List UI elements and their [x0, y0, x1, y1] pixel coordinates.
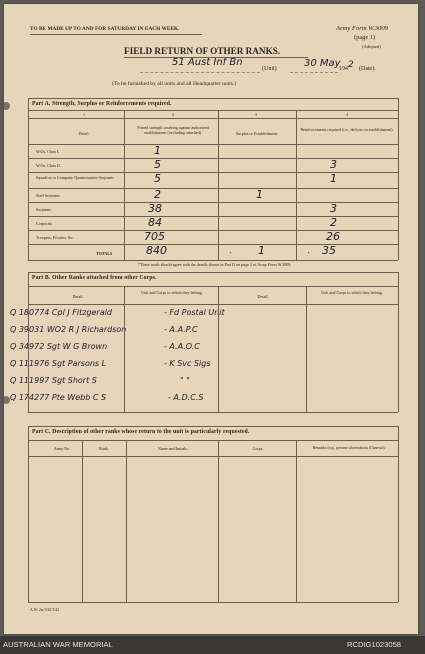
c-col-name: Name and Initials.	[157, 446, 189, 451]
row-posted: 1	[154, 144, 161, 157]
form-code: A.W. 2m 5/42 5/42	[30, 608, 60, 612]
form-subtitle: (To be furnished by all units and all Headquarter units.)	[112, 81, 237, 87]
date-value: 30 May	[304, 58, 341, 69]
b-col-detail: Detail.	[72, 294, 84, 299]
b-row-detail: Q 174277 Pte Webb C S	[10, 393, 107, 402]
total-surplus-mark: •	[230, 250, 232, 255]
row-detail: Staff Serjeants	[36, 193, 60, 198]
c-col-army-no: Army No.	[53, 446, 71, 451]
col-number: 2	[171, 112, 175, 117]
b-row-unit: - A.A.O.C	[164, 342, 200, 351]
unit-label: (Unit)	[262, 66, 277, 72]
b-row-unit: - Fd Postal Unit	[164, 308, 225, 317]
part-b-title: Part B. Other Ranks attached from other Corps.	[32, 275, 157, 281]
part-a-footnote: *These totals should agree with the details shown in Part D on page 2 of Army Form W.3009.	[138, 262, 292, 267]
b-row-detail: Q 180774 Cpl J Fitzgerald	[10, 308, 112, 317]
adopted-note: (Adopted)	[362, 44, 381, 49]
form-sheet	[4, 4, 418, 634]
totals-label: TOTALS	[96, 251, 113, 256]
col-header-reinf: Reinforcements required (i.e., deficits on establishment).	[300, 127, 394, 132]
row-posted: 84	[148, 216, 162, 229]
row-detail: W.Os. Class II.	[36, 163, 61, 168]
row-posted: 2	[154, 188, 161, 201]
col-header-surplus: Surplus to Establishment.	[236, 131, 278, 136]
army-form-number: Army Form W.3009	[336, 25, 388, 32]
b-row-detail: Q 34972 Sgt W G Brown	[10, 342, 108, 351]
row-posted: 705	[144, 230, 165, 243]
col-header-posted: Posted strength counting against authorized establishment (excluding attached).	[137, 125, 209, 135]
b-row-unit: " "	[180, 376, 190, 385]
row-posted: 38	[148, 202, 162, 215]
part-a-title: Part A. Strength, Surplus or Reinforcements required.	[32, 101, 172, 107]
b-row-detail: Q 39031 WO2 R J Richardson	[10, 325, 127, 334]
row-surplus: 1	[256, 188, 263, 201]
b-row-unit: - K Svc Sigs	[164, 359, 211, 368]
c-col-rank: Rank.	[99, 446, 109, 451]
row-reinf: 26	[326, 230, 340, 243]
col-number: 1	[82, 112, 86, 117]
form-title: FIELD RETURN OF OTHER RANKS.	[124, 46, 281, 56]
row-detail: Corporals	[36, 221, 53, 226]
page-number: (page 1)	[354, 34, 376, 41]
row-detail: W.Os. Class I.	[36, 149, 60, 154]
col-number: 4	[345, 112, 349, 117]
c-col-corps: Corps.	[252, 446, 264, 451]
c-col-remarks: Remarks (e.g., present whereabouts if known).	[312, 446, 386, 450]
b-row-unit: - A.D.C.S	[168, 393, 204, 402]
b-col-detail2: Detail.	[257, 294, 269, 299]
row-posted: 5	[154, 172, 161, 185]
row-posted: 5	[154, 158, 161, 171]
total-reinf-mark: •	[308, 250, 310, 255]
row-detail: Troopers, Privates, &c.	[36, 235, 74, 240]
row-reinf: 3	[330, 202, 337, 215]
row-reinf: 1	[330, 172, 337, 185]
unit-value: 51 Aust Inf Bn	[172, 57, 243, 68]
b-row-detail: Q 111997 Sgt Short S	[10, 376, 97, 385]
row-reinf: 3	[330, 158, 337, 171]
archive-name: AUSTRALIAN WAR MEMORIAL	[3, 640, 113, 649]
col-number: 3	[254, 112, 258, 117]
date-label: (Date).	[359, 66, 376, 72]
total-posted: 840	[146, 244, 167, 257]
archive-footer	[0, 636, 425, 654]
total-reinf: 35	[322, 244, 336, 257]
row-reinf: 2	[330, 216, 337, 229]
col-header-detail: Detail.	[78, 131, 90, 136]
archive-reference: RCDIG1023058	[347, 640, 402, 649]
year-value: 2	[348, 60, 354, 70]
year-prefix: 194	[339, 66, 348, 72]
row-detail: Squadron or Company Quartermaster-Serjeants	[36, 175, 114, 180]
b-row-unit: - A.A.P.C	[164, 325, 198, 334]
total-surplus: 1	[258, 244, 265, 257]
row-detail: Serjeants	[36, 207, 52, 212]
b-col-unit2: Unit and Corps to which they belong.	[321, 290, 383, 295]
top-note: TO BE MADE UP TO AND FOR SATURDAY IN EACH WEEK.	[30, 26, 180, 32]
b-col-unit: Unit and Corps to which they belong.	[141, 290, 203, 295]
b-row-detail: Q 111976 Sgt Parsons L	[10, 359, 107, 368]
part-c-title: Part C. Description of other ranks whose return to the unit is particularly requested.	[32, 429, 250, 435]
punch-hole	[4, 102, 10, 110]
